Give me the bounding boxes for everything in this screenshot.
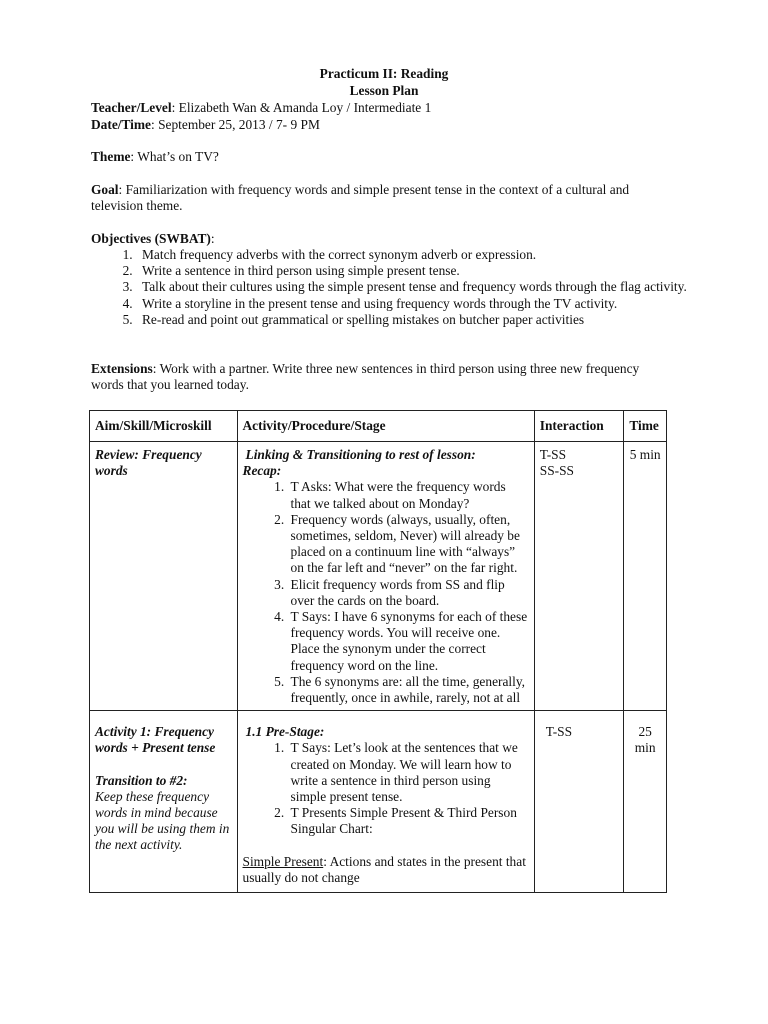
header-interaction: Interaction	[534, 411, 624, 442]
row1-aim: Review: Frequency words	[95, 447, 202, 479]
list-item: 1. T Asks: What were the frequency words that we talked about on Monday?	[288, 479, 529, 511]
row2-interaction: T-SS	[545, 724, 573, 740]
list-item: 4. T Says: I have 6 synonyms for each of these frequency words. You will receive one. Place the synonym under the correct frequency word on the line.	[288, 609, 529, 674]
row2-time-cell	[624, 711, 667, 893]
row2-stage-title: 1.1 Pre-Stage:	[245, 724, 325, 740]
theme-label: Theme	[91, 149, 131, 164]
extensions-paragraph	[91, 361, 671, 393]
extensions-label: Extensions	[91, 361, 153, 376]
table-header-row	[90, 411, 667, 442]
list-item: 5. The 6 synonyms are: all the time, generally, frequently, once in awhile, rarely, not at all	[288, 674, 529, 706]
table-row	[90, 442, 667, 711]
goal-paragraph	[91, 182, 671, 214]
row2-aim-cell	[90, 711, 238, 893]
objective-item: 1. Match frequency adverbs with the correct synonym adverb or expression.	[136, 247, 706, 263]
theme-value: : What’s on TV?	[130, 149, 219, 164]
row2-aim: Activity 1: Frequency words + Present tense	[95, 724, 216, 756]
extensions-value: : Work with a partner. Write three new sentences in third person using three new frequency words that you learned today.	[91, 361, 640, 393]
goal-label: Goal	[91, 182, 119, 197]
date-time-label: Date/Time	[91, 117, 151, 132]
row1-recap-label: Recap:	[242, 463, 282, 479]
row1-time-cell	[624, 442, 667, 711]
row2-interaction-cell	[534, 711, 624, 893]
list-item: 3. Elicit frequency words from SS and flip over the cards on the board.	[288, 577, 529, 609]
list-item: 2. T Presents Simple Present & Third Person Singular Chart:	[288, 805, 529, 837]
theme-line	[91, 149, 671, 165]
objective-item: 4. Write a storyline in the present tense and using frequency words through the TV activity.	[136, 296, 706, 312]
objectives-heading	[91, 231, 671, 247]
row1-activity-title: Linking & Transitioning to rest of lesson:	[245, 447, 476, 462]
date-time-value: : September 25, 2013 / 7- 9 PM	[151, 117, 320, 132]
row1-interaction-1: T-SS	[539, 447, 567, 462]
table-row	[90, 711, 667, 893]
row1-steps-list	[243, 479, 529, 706]
lesson-plan-table	[89, 410, 667, 893]
row1-interaction-2: SS-SS	[539, 463, 574, 479]
title-line-2: Lesson Plan	[349, 83, 419, 98]
objectives-colon: :	[210, 231, 215, 246]
objectives-label: Objectives (SWBAT)	[91, 231, 211, 246]
date-time-line	[91, 117, 320, 133]
row1-interaction-cell	[534, 442, 624, 711]
simple-present-label: Simple Present	[242, 853, 324, 869]
row1-activity-cell	[237, 442, 534, 711]
objectives-list	[91, 247, 706, 328]
header-aim: Aim/Skill/Microskill	[90, 411, 238, 442]
row2-time: 25 min	[634, 724, 656, 756]
list-item: 2. Frequency words (always, usually, often, sometimes, seldom, Never) will already be placed on a continuum line with “always” on the far left and “never” on the far right.	[288, 512, 529, 577]
row2-activity-cell	[237, 711, 534, 893]
teacher-level-value: : Elizabeth Wan & Amanda Loy / Intermediate 1	[171, 100, 432, 115]
objective-item: 3. Talk about their cultures using the simple present tense and frequency words through the flag activity.	[136, 279, 706, 295]
list-item: 1. T Says: Let’s look at the sentences that we created on Monday. We will learn how to write a sentence in third person using simple present tense.	[288, 740, 529, 805]
header-activity: Activity/Procedure/Stage	[237, 411, 534, 442]
row2-transition-text: Keep these frequency words in mind because you will be using them in the next activity.	[95, 788, 230, 853]
document-title	[0, 66, 768, 100]
header-time: Time	[624, 411, 667, 442]
goal-value: : Familiarization with frequency words and simple present tense in the context of a cultural and television theme.	[91, 182, 630, 214]
objective-item: 2. Write a sentence in third person using simple present tense.	[136, 263, 706, 279]
row2-steps-list	[243, 740, 529, 837]
teacher-level-line	[91, 100, 431, 116]
row1-time: 5 min	[629, 447, 661, 462]
row2-simple-present	[243, 854, 529, 886]
simple-present-text: : Actions and states in the present that usually do not change	[242, 853, 526, 885]
teacher-level-label: Teacher/Level	[91, 100, 172, 115]
row1-aim-cell	[90, 442, 238, 711]
title-line-1: Practicum II: Reading	[319, 66, 449, 81]
objective-item: 5. Re-read and point out grammatical or spelling mistakes on butcher paper activities	[136, 312, 706, 328]
row2-transition-title: Transition to #2:	[95, 772, 188, 788]
